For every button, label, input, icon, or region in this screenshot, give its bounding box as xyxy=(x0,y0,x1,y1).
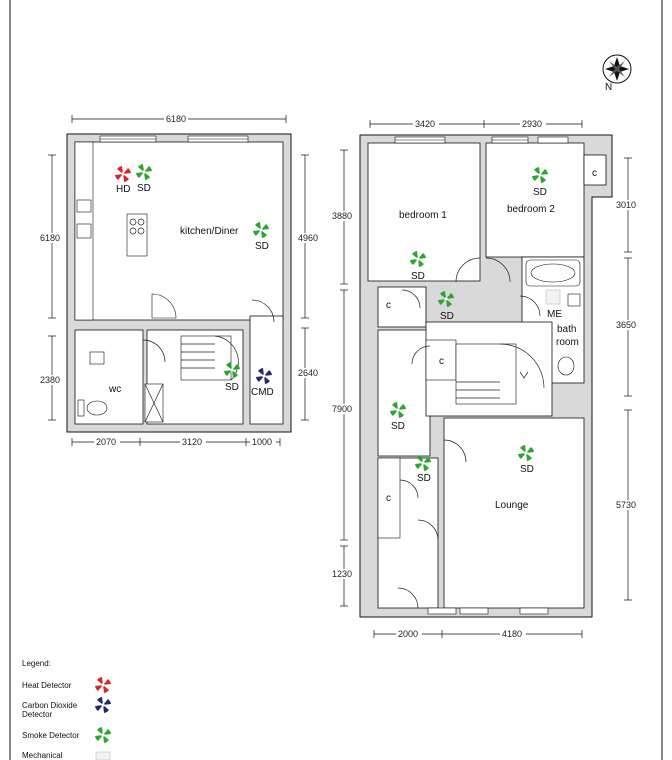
bath-toilet-icon xyxy=(558,357,574,375)
cupboard-room xyxy=(250,316,283,424)
legend-title: Legend: xyxy=(22,659,51,668)
me-label: ME xyxy=(547,309,562,320)
legend-label-smoke: Smoke Detector xyxy=(22,731,80,740)
ground-floor-stairs xyxy=(181,336,238,380)
north-label: N xyxy=(605,82,613,93)
dim-bottom-2: 3120 xyxy=(182,437,203,447)
wc-label: wc xyxy=(109,384,122,395)
hd-label: HD xyxy=(116,184,131,195)
dim-top-2: 2930 xyxy=(522,119,543,129)
kitchen-label: kitchen/Diner xyxy=(180,226,239,237)
island-unit xyxy=(127,214,147,256)
hob-icon xyxy=(77,224,91,238)
dim-right-3: 5730 xyxy=(616,500,637,510)
dim-top-1: 3420 xyxy=(415,119,436,129)
smoke-detector-icon xyxy=(95,727,111,743)
bedroom2-room xyxy=(486,143,584,257)
mechanical-extract-icon xyxy=(546,290,560,304)
lounge-room xyxy=(444,418,584,608)
dim-bottom-1: 2070 xyxy=(96,437,117,447)
compass xyxy=(603,55,631,93)
dim-right-1: 3010 xyxy=(616,200,637,210)
dim-right: 4960 xyxy=(298,233,319,243)
basin-icon xyxy=(90,352,104,364)
bedroom2-label: bedroom 2 xyxy=(507,204,555,215)
lounge-label: Lounge xyxy=(495,500,529,511)
sd-label: SD xyxy=(391,421,405,432)
co-detector-icon xyxy=(95,697,111,713)
legend-label-mechanical: Mechanical xyxy=(22,751,63,760)
cmd-label: CMD xyxy=(251,387,274,398)
dim-bottom-2: 4180 xyxy=(502,629,523,639)
sd-label: SD xyxy=(440,311,454,322)
first-floor-plan xyxy=(330,119,642,639)
legend-label-heat: Heat Detector xyxy=(22,681,72,690)
dim-left: 6180 xyxy=(40,233,61,243)
legend xyxy=(22,659,111,760)
sink-icon xyxy=(77,200,91,212)
kitchen-room xyxy=(75,142,283,320)
cupboard-label: c xyxy=(386,493,391,504)
toilet-icon xyxy=(87,401,107,415)
dim-top: 6180 xyxy=(166,114,187,124)
dim-bottom-3: 1000 xyxy=(252,437,273,447)
cupboard-label: c xyxy=(592,168,597,179)
legend-label-co: Carbon Dioxide xyxy=(22,701,78,710)
bath-basin-icon xyxy=(568,294,580,306)
landing xyxy=(378,330,430,456)
sd-label: SD xyxy=(417,473,431,484)
heat-detector-icon xyxy=(95,677,111,693)
bathroom-label-2: room xyxy=(556,337,579,348)
cupboard-label: c xyxy=(386,300,391,311)
dim-left-lower: 2380 xyxy=(40,375,61,385)
sd-label: SD xyxy=(255,241,269,252)
dim-left-3: 1230 xyxy=(332,569,353,579)
sd-label: SD xyxy=(225,382,239,393)
dim-right-2: 3650 xyxy=(616,320,637,330)
wc-room xyxy=(75,330,143,424)
legend-label-co-2: Detector xyxy=(22,710,53,719)
bedroom1-label: bedroom 1 xyxy=(399,210,447,221)
dim-left-1: 3880 xyxy=(332,211,353,221)
sd-label: SD xyxy=(533,187,547,198)
sd-label: SD xyxy=(137,183,151,194)
bathroom-label-1: bath xyxy=(557,324,577,335)
cupboard-label: c xyxy=(439,356,444,367)
sd-label: SD xyxy=(411,271,425,282)
ground-floor-plan xyxy=(38,114,322,447)
dim-right-lower: 2640 xyxy=(298,368,319,378)
sd-label: SD xyxy=(520,464,534,475)
mechanical-extract-icon xyxy=(96,752,110,760)
dim-left-2: 7900 xyxy=(332,404,353,414)
dim-bottom-1: 2000 xyxy=(398,629,419,639)
